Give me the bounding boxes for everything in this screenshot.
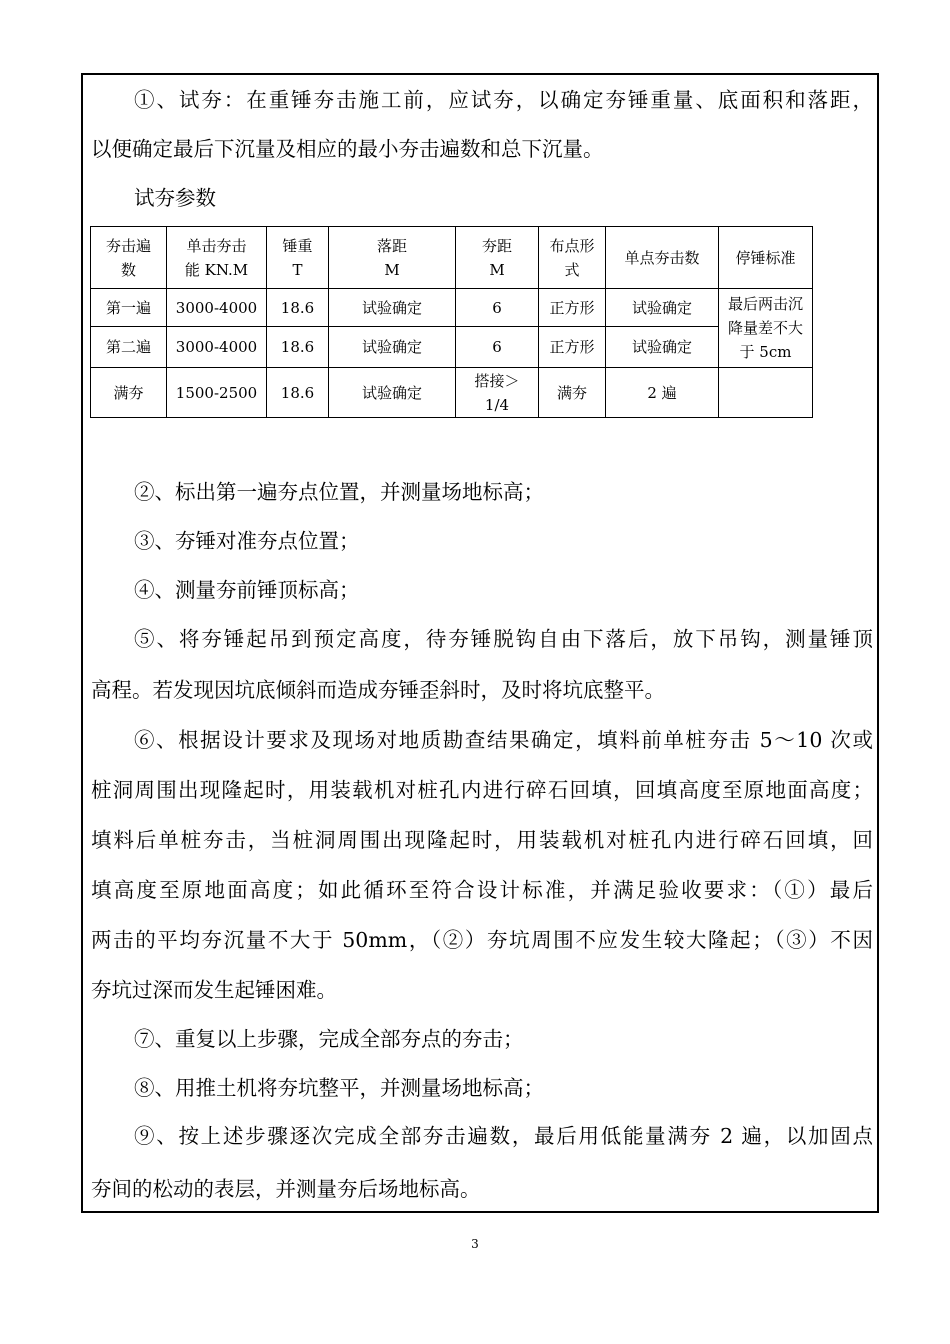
cell-weight: 18.6 bbox=[267, 327, 329, 368]
cell-layout: 正方形 bbox=[539, 327, 606, 368]
cell-stop-empty bbox=[719, 368, 813, 418]
cell-weight: 18.6 bbox=[267, 368, 329, 418]
cell-blows: 2 遍 bbox=[606, 368, 719, 418]
header-layout: 布点形 式 bbox=[539, 227, 606, 289]
table-row bbox=[91, 327, 813, 368]
cell-drop: 试验确定 bbox=[329, 289, 456, 327]
page-number: 3 bbox=[471, 1237, 479, 1251]
cell-drop: 试验确定 bbox=[329, 327, 456, 368]
header-energy: 单击夯击 能 KN.M bbox=[167, 227, 267, 289]
cell-energy: 3000-4000 bbox=[167, 327, 267, 368]
paragraph-9-line-2: 夯间的松动的表层，并测量夯后场地标高。 bbox=[91, 1177, 481, 1201]
cell-spacing: 搭接＞ 1/4 bbox=[456, 368, 539, 418]
paragraph-6-line-1: ⑥、根据设计要求及现场对地质勘查结果确定，填料前单桩夯击 5～10 次或 bbox=[134, 728, 873, 752]
paragraph-6-line-2: 桩洞周围出现隆起时，用装载机对桩孔内进行碎石回填，回填高度至原地面高度； bbox=[91, 778, 873, 802]
cell-energy: 3000-4000 bbox=[167, 289, 267, 327]
table-header-row bbox=[91, 227, 813, 289]
paragraph-1-line-1: ①、试夯：在重锤夯击施工前，应试夯，以确定夯锤重量、底面积和落距， bbox=[134, 88, 873, 112]
cell-stop-criterion: 最后两击沉 降量差不大 于 5cm bbox=[719, 289, 813, 368]
header-stop: 停锤标准 bbox=[719, 227, 813, 289]
paragraph-5-line-2: 高程。若发现因坑底倾斜而造成夯锤歪斜时，及时将坑底整平。 bbox=[91, 678, 665, 702]
cell-layout: 满夯 bbox=[539, 368, 606, 418]
paragraph-4: ④、测量夯前锤顶标高； bbox=[134, 578, 360, 602]
paragraph-9-line-1: ⑨、按上述步骤逐次完成全部夯击遍数，最后用低能量满夯 2 遍，以加固点 bbox=[134, 1124, 873, 1148]
cell-spacing: 6 bbox=[456, 327, 539, 368]
table-caption: 试夯参数 bbox=[134, 186, 216, 210]
cell-blows: 试验确定 bbox=[606, 327, 719, 368]
paragraph-5-line-1: ⑤、将夯锤起吊到预定高度，待夯锤脱钩自由下落后，放下吊钩，测量锤顶 bbox=[134, 627, 873, 651]
header-drop: 落距 M bbox=[329, 227, 456, 289]
trial-tamping-parameter-table bbox=[90, 226, 813, 418]
cell-passes: 第一遍 bbox=[91, 289, 167, 327]
paragraph-8: ⑧、用推土机将夯坑整平，并测量场地标高； bbox=[134, 1076, 544, 1100]
cell-blows: 试验确定 bbox=[606, 289, 719, 327]
paragraph-7: ⑦、重复以上步骤，完成全部夯点的夯击； bbox=[134, 1027, 524, 1051]
header-spacing: 夯距 M bbox=[456, 227, 539, 289]
header-weight: 锤重 T bbox=[267, 227, 329, 289]
cell-drop: 试验确定 bbox=[329, 368, 456, 418]
cell-passes: 第二遍 bbox=[91, 327, 167, 368]
paragraph-6-line-3: 填料后单桩夯击，当桩洞周围出现隆起时，用装载机对桩孔内进行碎石回填，回 bbox=[91, 828, 873, 852]
cell-weight: 18.6 bbox=[267, 289, 329, 327]
paragraph-6-line-4: 填高度至原地面高度；如此循环至符合设计标准，并满足验收要求：（①）最后 bbox=[91, 878, 873, 902]
cell-spacing: 6 bbox=[456, 289, 539, 327]
header-passes: 夯击遍 数 bbox=[91, 227, 167, 289]
paragraph-3: ③、夯锤对准夯点位置； bbox=[134, 529, 360, 553]
header-blows: 单点夯击数 bbox=[606, 227, 719, 289]
paragraph-6-line-5: 两击的平均夯沉量不大于 50mm，（②）夯坑周围不应发生较大隆起；（③）不因 bbox=[91, 928, 873, 952]
paragraph-6-line-6: 夯坑过深而发生起锤困难。 bbox=[91, 978, 337, 1002]
table-row bbox=[91, 368, 813, 418]
paragraph-2: ②、标出第一遍夯点位置，并测量场地标高； bbox=[134, 480, 544, 504]
table-row bbox=[91, 289, 813, 327]
paragraph-1-line-2: 以便确定最后下沉量及相应的最小夯击遍数和总下沉量。 bbox=[91, 137, 604, 161]
cell-energy: 1500-2500 bbox=[167, 368, 267, 418]
cell-passes: 满夯 bbox=[91, 368, 167, 418]
cell-layout: 正方形 bbox=[539, 289, 606, 327]
